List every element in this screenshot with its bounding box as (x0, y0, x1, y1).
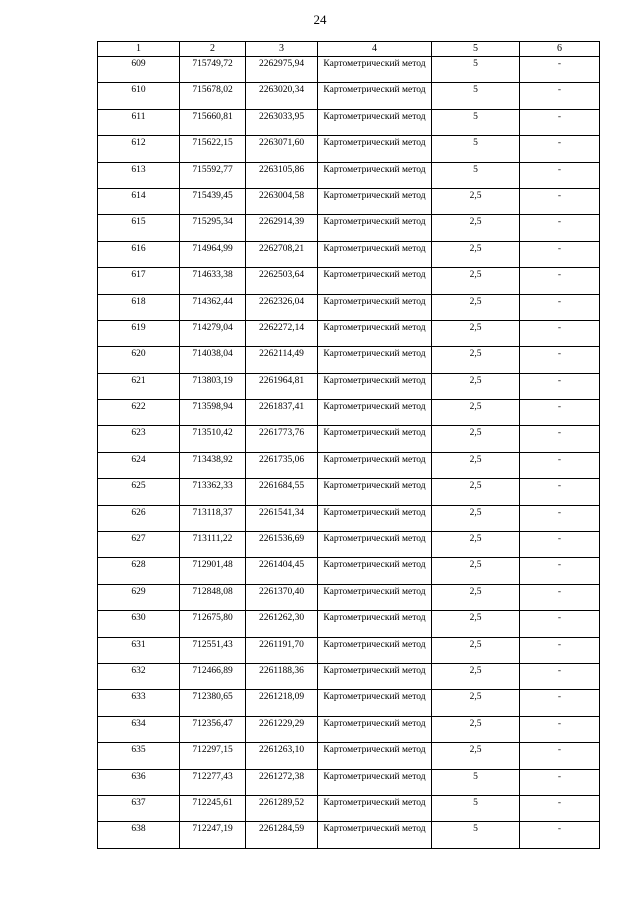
x-coordinate-cell: 715622,15 (180, 136, 246, 162)
x-coordinate-cell: 712466,89 (180, 663, 246, 689)
note-cell: - (520, 268, 600, 294)
x-coordinate-cell: 715678,02 (180, 83, 246, 109)
table-row (98, 83, 600, 109)
table-row (98, 426, 600, 452)
y-coordinate-cell: 2261735,06 (246, 452, 318, 478)
accuracy-cell: 5 (432, 57, 520, 83)
page-number: 24 (313, 12, 327, 27)
point-number-cell: 618 (98, 294, 180, 320)
point-number-cell: 609 (98, 57, 180, 83)
y-coordinate-cell: 2262272,14 (246, 320, 318, 346)
table-row (98, 347, 600, 373)
point-number-cell: 630 (98, 611, 180, 637)
table-row (98, 611, 600, 637)
point-number-cell: 623 (98, 426, 180, 452)
x-coordinate-cell: 712675,80 (180, 611, 246, 637)
point-number-cell: 634 (98, 716, 180, 742)
y-coordinate-cell: 2261370,40 (246, 584, 318, 610)
point-number-cell: 621 (98, 373, 180, 399)
method-cell: Картометрический метод (318, 268, 432, 294)
y-coordinate-cell: 2263071,60 (246, 136, 318, 162)
y-coordinate-cell: 2261272,38 (246, 769, 318, 795)
point-number-cell: 624 (98, 452, 180, 478)
method-cell: Картометрический метод (318, 320, 432, 346)
accuracy-cell: 2,5 (432, 611, 520, 637)
method-cell: Картометрический метод (318, 83, 432, 109)
note-cell: - (520, 294, 600, 320)
table-row (98, 400, 600, 426)
method-cell: Картометрический метод (318, 188, 432, 214)
y-coordinate-cell: 2261263,10 (246, 743, 318, 769)
accuracy-cell: 2,5 (432, 426, 520, 452)
note-cell: - (520, 215, 600, 241)
x-coordinate-cell: 714633,38 (180, 268, 246, 294)
accuracy-cell: 2,5 (432, 505, 520, 531)
accuracy-cell: 2,5 (432, 637, 520, 663)
note-cell: - (520, 83, 600, 109)
method-cell: Картометрический метод (318, 690, 432, 716)
y-coordinate-cell: 2261541,34 (246, 505, 318, 531)
note-cell: - (520, 532, 600, 558)
accuracy-cell: 2,5 (432, 584, 520, 610)
note-cell: - (520, 241, 600, 267)
y-coordinate-cell: 2261262,30 (246, 611, 318, 637)
note-cell: - (520, 716, 600, 742)
point-number-cell: 633 (98, 690, 180, 716)
point-number-cell: 612 (98, 136, 180, 162)
point-number-cell: 637 (98, 795, 180, 821)
y-coordinate-cell: 2261773,76 (246, 426, 318, 452)
y-coordinate-cell: 2261229,29 (246, 716, 318, 742)
accuracy-cell: 2,5 (432, 294, 520, 320)
point-number-cell: 611 (98, 109, 180, 135)
y-coordinate-cell: 2262326,04 (246, 294, 318, 320)
note-cell: - (520, 426, 600, 452)
x-coordinate-cell: 713362,33 (180, 479, 246, 505)
point-number-cell: 616 (98, 241, 180, 267)
table-row (98, 690, 600, 716)
column-header: 5 (432, 42, 520, 57)
x-coordinate-cell: 713438,92 (180, 452, 246, 478)
x-coordinate-cell: 714362,44 (180, 294, 246, 320)
y-coordinate-cell: 2261536,69 (246, 532, 318, 558)
method-cell: Картометрический метод (318, 716, 432, 742)
y-coordinate-cell: 2261218,09 (246, 690, 318, 716)
accuracy-cell: 2,5 (432, 663, 520, 689)
y-coordinate-cell: 2262114,49 (246, 347, 318, 373)
x-coordinate-cell: 713598,94 (180, 400, 246, 426)
point-number-cell: 636 (98, 769, 180, 795)
table-row (98, 532, 600, 558)
x-coordinate-cell: 715749,72 (180, 57, 246, 83)
point-number-cell: 617 (98, 268, 180, 294)
method-cell: Картометрический метод (318, 743, 432, 769)
x-coordinate-cell: 712901,48 (180, 558, 246, 584)
method-cell: Картометрический метод (318, 400, 432, 426)
accuracy-cell: 2,5 (432, 743, 520, 769)
method-cell: Картометрический метод (318, 558, 432, 584)
y-coordinate-cell: 2261837,41 (246, 400, 318, 426)
table-row (98, 373, 600, 399)
note-cell: - (520, 505, 600, 531)
method-cell: Картометрический метод (318, 109, 432, 135)
table-row (98, 109, 600, 135)
table-row (98, 822, 600, 848)
accuracy-cell: 5 (432, 769, 520, 795)
y-coordinate-cell: 2262503,64 (246, 268, 318, 294)
accuracy-cell: 2,5 (432, 452, 520, 478)
note-cell: - (520, 136, 600, 162)
note-cell: - (520, 347, 600, 373)
x-coordinate-cell: 712247,19 (180, 822, 246, 848)
table-row (98, 479, 600, 505)
table-header-row (98, 42, 600, 57)
note-cell: - (520, 452, 600, 478)
table-body (98, 57, 600, 849)
y-coordinate-cell: 2261188,36 (246, 663, 318, 689)
y-coordinate-cell: 2261404,45 (246, 558, 318, 584)
y-coordinate-cell: 2263020,34 (246, 83, 318, 109)
table-row (98, 769, 600, 795)
table-row (98, 637, 600, 663)
note-cell: - (520, 479, 600, 505)
point-number-cell: 638 (98, 822, 180, 848)
note-cell: - (520, 663, 600, 689)
method-cell: Картометрический метод (318, 57, 432, 83)
note-cell: - (520, 558, 600, 584)
note-cell: - (520, 795, 600, 821)
table-row (98, 268, 600, 294)
accuracy-cell: 5 (432, 822, 520, 848)
accuracy-cell: 5 (432, 136, 520, 162)
y-coordinate-cell: 2263105,86 (246, 162, 318, 188)
method-cell: Картометрический метод (318, 452, 432, 478)
x-coordinate-cell: 712297,15 (180, 743, 246, 769)
method-cell: Картометрический метод (318, 479, 432, 505)
point-number-cell: 615 (98, 215, 180, 241)
point-number-cell: 613 (98, 162, 180, 188)
accuracy-cell: 2,5 (432, 479, 520, 505)
accuracy-cell: 5 (432, 109, 520, 135)
column-header: 4 (318, 42, 432, 57)
point-number-cell: 610 (98, 83, 180, 109)
point-number-cell: 627 (98, 532, 180, 558)
method-cell: Картометрический метод (318, 294, 432, 320)
method-cell: Картометрический метод (318, 584, 432, 610)
method-cell: Картометрический метод (318, 505, 432, 531)
method-cell: Картометрический метод (318, 795, 432, 821)
point-number-cell: 626 (98, 505, 180, 531)
y-coordinate-cell: 2261191,70 (246, 637, 318, 663)
method-cell: Картометрический метод (318, 426, 432, 452)
method-cell: Картометрический метод (318, 241, 432, 267)
method-cell: Картометрический метод (318, 162, 432, 188)
note-cell: - (520, 584, 600, 610)
x-coordinate-cell: 715660,81 (180, 109, 246, 135)
point-number-cell: 620 (98, 347, 180, 373)
x-coordinate-cell: 713510,42 (180, 426, 246, 452)
note-cell: - (520, 690, 600, 716)
y-coordinate-cell: 2263033,95 (246, 109, 318, 135)
table-row (98, 162, 600, 188)
note-cell: - (520, 373, 600, 399)
table-row (98, 584, 600, 610)
column-header: 6 (520, 42, 600, 57)
table-row (98, 795, 600, 821)
accuracy-cell: 2,5 (432, 373, 520, 399)
x-coordinate-cell: 715592,77 (180, 162, 246, 188)
method-cell: Картометрический метод (318, 637, 432, 663)
x-coordinate-cell: 715439,45 (180, 188, 246, 214)
point-number-cell: 622 (98, 400, 180, 426)
method-cell: Картометрический метод (318, 136, 432, 162)
y-coordinate-cell: 2261684,55 (246, 479, 318, 505)
table-row (98, 663, 600, 689)
x-coordinate-cell: 712277,43 (180, 769, 246, 795)
y-coordinate-cell: 2261964,81 (246, 373, 318, 399)
table-row (98, 188, 600, 214)
table-row (98, 215, 600, 241)
x-coordinate-cell: 712245,61 (180, 795, 246, 821)
table-row (98, 241, 600, 267)
method-cell: Картометрический метод (318, 532, 432, 558)
point-number-cell: 629 (98, 584, 180, 610)
accuracy-cell: 2,5 (432, 188, 520, 214)
accuracy-cell: 2,5 (432, 400, 520, 426)
accuracy-cell: 2,5 (432, 716, 520, 742)
x-coordinate-cell: 712380,65 (180, 690, 246, 716)
x-coordinate-cell: 713803,19 (180, 373, 246, 399)
note-cell: - (520, 822, 600, 848)
point-number-cell: 628 (98, 558, 180, 584)
accuracy-cell: 2,5 (432, 320, 520, 346)
note-cell: - (520, 57, 600, 83)
x-coordinate-cell: 712848,08 (180, 584, 246, 610)
accuracy-cell: 2,5 (432, 268, 520, 294)
method-cell: Картометрический метод (318, 822, 432, 848)
accuracy-cell: 2,5 (432, 241, 520, 267)
method-cell: Картометрический метод (318, 373, 432, 399)
note-cell: - (520, 637, 600, 663)
y-coordinate-cell: 2261284,59 (246, 822, 318, 848)
x-coordinate-cell: 714038,04 (180, 347, 246, 373)
y-coordinate-cell: 2262708,21 (246, 241, 318, 267)
table-row (98, 743, 600, 769)
x-coordinate-cell: 715295,34 (180, 215, 246, 241)
table-row (98, 452, 600, 478)
method-cell: Картометрический метод (318, 215, 432, 241)
x-coordinate-cell: 713111,22 (180, 532, 246, 558)
accuracy-cell: 5 (432, 83, 520, 109)
coordinates-table (97, 41, 600, 849)
column-header: 2 (180, 42, 246, 57)
accuracy-cell: 2,5 (432, 558, 520, 584)
point-number-cell: 635 (98, 743, 180, 769)
x-coordinate-cell: 714279,04 (180, 320, 246, 346)
x-coordinate-cell: 714964,99 (180, 241, 246, 267)
table-row (98, 320, 600, 346)
point-number-cell: 614 (98, 188, 180, 214)
table-row (98, 136, 600, 162)
method-cell: Картометрический метод (318, 663, 432, 689)
point-number-cell: 619 (98, 320, 180, 346)
column-header: 1 (98, 42, 180, 57)
table-row (98, 558, 600, 584)
accuracy-cell: 2,5 (432, 347, 520, 373)
accuracy-cell: 2,5 (432, 215, 520, 241)
y-coordinate-cell: 2263004,58 (246, 188, 318, 214)
note-cell: - (520, 162, 600, 188)
note-cell: - (520, 400, 600, 426)
note-cell: - (520, 320, 600, 346)
column-header: 3 (246, 42, 318, 57)
y-coordinate-cell: 2261289,52 (246, 795, 318, 821)
accuracy-cell: 5 (432, 795, 520, 821)
x-coordinate-cell: 713118,37 (180, 505, 246, 531)
point-number-cell: 631 (98, 637, 180, 663)
table-row (98, 294, 600, 320)
accuracy-cell: 5 (432, 162, 520, 188)
note-cell: - (520, 109, 600, 135)
note-cell: - (520, 188, 600, 214)
note-cell: - (520, 769, 600, 795)
method-cell: Картометрический метод (318, 769, 432, 795)
y-coordinate-cell: 2262975,94 (246, 57, 318, 83)
x-coordinate-cell: 712551,43 (180, 637, 246, 663)
table-row (98, 505, 600, 531)
y-coordinate-cell: 2262914,39 (246, 215, 318, 241)
accuracy-cell: 2,5 (432, 690, 520, 716)
point-number-cell: 632 (98, 663, 180, 689)
table-row (98, 57, 600, 83)
note-cell: - (520, 611, 600, 637)
accuracy-cell: 2,5 (432, 532, 520, 558)
point-number-cell: 625 (98, 479, 180, 505)
note-cell: - (520, 743, 600, 769)
method-cell: Картометрический метод (318, 611, 432, 637)
table-row (98, 716, 600, 742)
x-coordinate-cell: 712356,47 (180, 716, 246, 742)
method-cell: Картометрический метод (318, 347, 432, 373)
